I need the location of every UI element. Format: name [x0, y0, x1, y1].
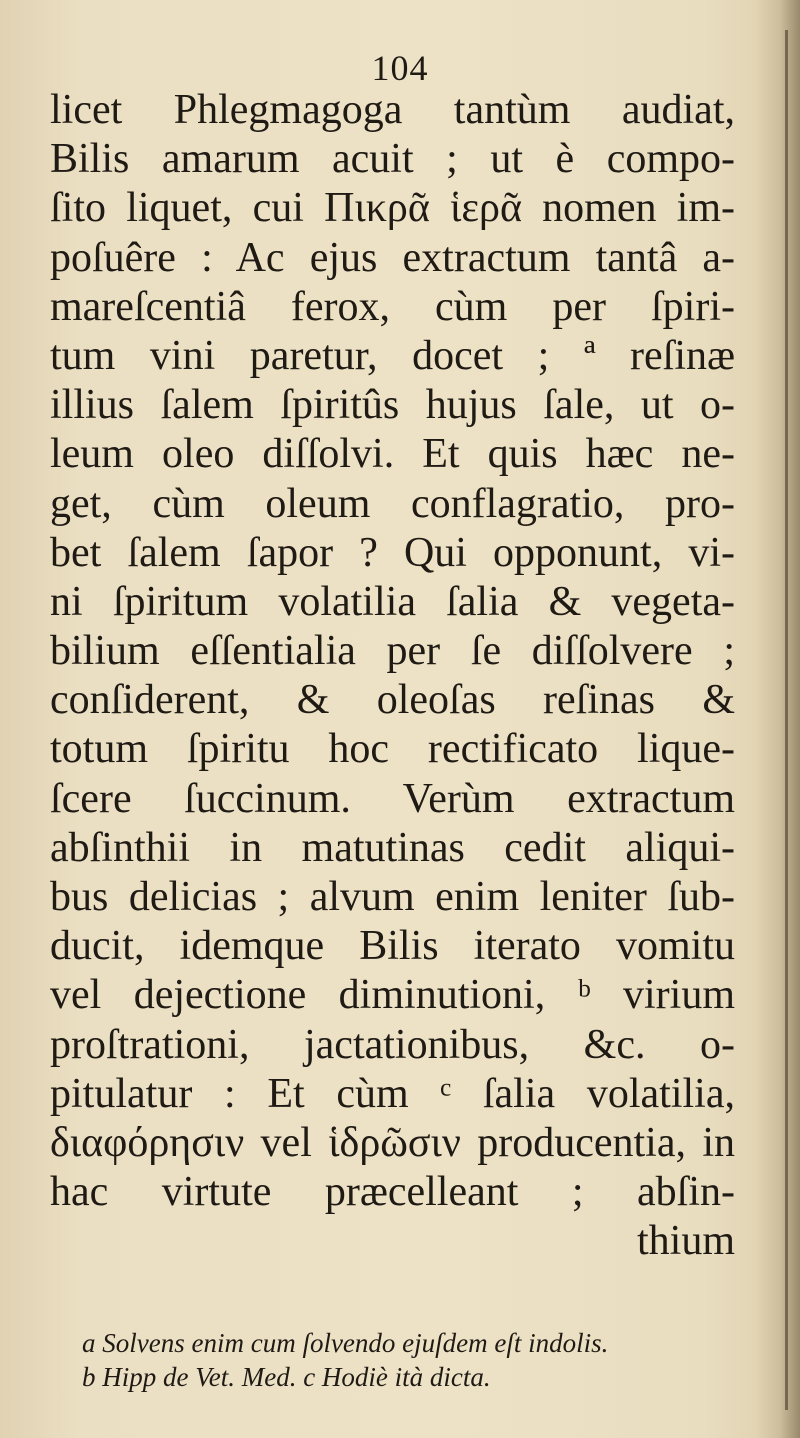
text-line: poſuêre : Ac ejus extractum tantâ a- — [50, 234, 735, 281]
text-line: tum vini paretur, docet ; ª reſinæ — [50, 332, 735, 379]
text-line: ni ſpiritum volatilia ſalia & vegeta- — [50, 578, 735, 625]
text-line: vel dejectione diminutioni, ᵇ virium — [50, 972, 735, 1019]
text-line: ducit, idemque Bilis iterato vomitu — [50, 923, 735, 970]
text-line: διαφόρησιν vel ἱδρῶσιν producentia, in — [50, 1119, 735, 1166]
page-edge-line — [785, 30, 788, 1410]
catchword: thium — [636, 1218, 735, 1265]
footnote-b-c: b Hipp de Vet. Med. c Hodiè ità dicta. — [82, 1362, 491, 1392]
text-line: ſcere ſuccinum. Verùm extractum — [50, 775, 735, 822]
text-line: proſtrationi, jactationibus, &c. o- — [50, 1021, 735, 1068]
text-line: bus delicias ; alvum enim leniter ſub- — [50, 874, 735, 920]
text-line: conſiderent, & oleoſas reſinas & — [50, 677, 735, 724]
text-line: totum ſpiritu hoc rectificato lique- — [50, 726, 735, 773]
text-line: bet ſalem ſapor ? Qui opponunt, vi- — [50, 529, 735, 576]
text-line: bilium eſſentialia per ſe diſſolvere ; — [50, 628, 735, 675]
text-line: hac virtute præcelleant ; abſin- — [50, 1169, 735, 1216]
footnotes — [82, 1326, 742, 1394]
text-line: get, cùm oleum conflagratio, pro- — [50, 480, 735, 527]
text-line: ſito liquet, cui Πικρᾶ ἱερᾶ nomen im- — [50, 185, 735, 232]
text-line: leum oleo diſſolvi. Et quis hæc ne- — [50, 431, 735, 478]
page-number: 104 — [371, 48, 429, 88]
main-text-block — [50, 86, 735, 1267]
footnote-a: a Solvens enim cum ſolvendo ejuſdem eſt indolis. — [82, 1328, 609, 1358]
text-line: pitulatur : Et cùm ᶜ ſalia volatilia, — [50, 1070, 735, 1117]
text-line: Bilis amarum acuit ; ut è compo- — [50, 136, 735, 183]
page-gutter-shadow — [756, 0, 800, 1438]
text-line: mareſcentiâ ferox, cùm per ſpiri- — [50, 283, 735, 330]
text-line: abſinthii in matutinas cedit aliqui- — [50, 824, 735, 871]
text-line: illius ſalem ſpiritûs hujus ſale, ut o- — [50, 382, 735, 429]
text-line: licet Phlegmagoga tantùm audiat, — [50, 87, 735, 133]
